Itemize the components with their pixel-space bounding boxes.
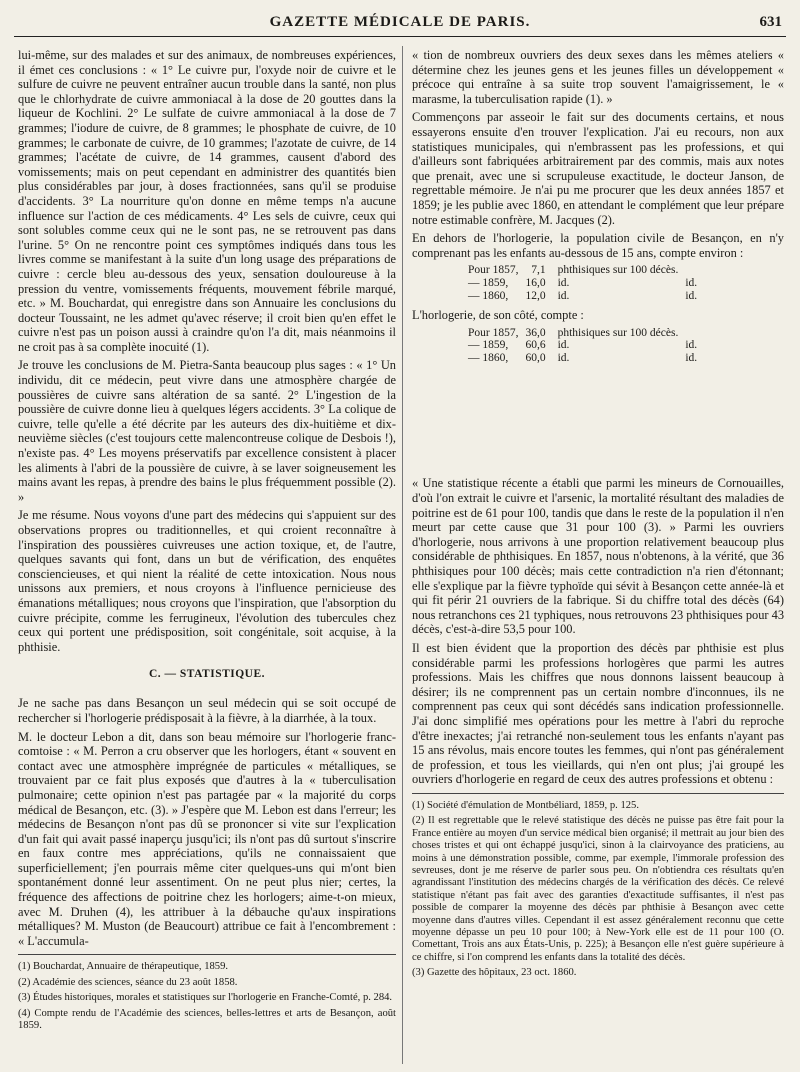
table-row [468, 290, 704, 303]
text-cell: phthisiques sur 100 décès. [557, 264, 679, 277]
body-paragraph: Je ne sache pas dans Besançon un seul médecin qui se soit occupé de rechercher si l'horlogerie prédisposait à la fièvre, à la diarrhée, à la toux. [18, 696, 396, 725]
body-paragraph: lui-même, sur des malades et sur des animaux, de nombreuses expériences, il émet ces conclusions : « 1° Le cuivre pur, l'oxyde noir de cuivre et le sulfure de cuivre ne peuvent entraîner aucun trouble dans la santé, non plus que le chlorhydrate de cuivre ammoniacal à la dose de 20 gouttes dans la liqueur de Kochlini. 2° Le sulfate de cuivre ammoniacal à la dose de 7 grammes; l'iodure de cuivre, de 8 grammes; le phosphate de cuivre, de 10 grammes; le carbonate de cuivre, de 10 grammes; l'azotate de cuivre, de 14 grammes; l'acétate de cuivre, de 14 grammes, causent d'abord des vomissements; mais on peut cependant en administrer des quantités bien plus considérables par jour, à doses fractionnées, sans qu'il se produise d'accidents. 3° La nourriture qu'on donne en même temps n'a aucune influence sur l'action de ces médicaments. 4° Les sels de cuivre, ceux qui sont solubles comme ceux qui ne le sont pas, ne se retrouvent pas dans l'urine. 5° On ne rencontre point ces symptômes indiqués dans tous les livres comme se manifestant à la suite d'un long usage des préparations de cuivre : cercle bleu au-dessous des yeux, sensation douloureuse à la pression du ventre, vomissements fréquents, mouvement fébrile marqué, etc. » M. Bouchardat, qui enregistre dans son Annuaire les conclusions du docteur Toussaint, ne les admet qu'avec réserve; il croit bien qu'en effet le cuivre n'est pas un poison aussi à craindre qu'on l'a dit, mais néanmoins il ne croit pas à sa complète inocuité (1). [18, 48, 396, 354]
stats-label: L'horlogerie, de son côté, compte : [412, 308, 584, 323]
body-paragraph: M. le docteur Lebon a dit, dans son beau mémoire sur l'horlogerie franc-comtoise : « M. Perron a cru observer que les horlogers, étant « souvent en contact avec une atmosphère imprégnée de particules « métalliques, se trouvaient par ce fait plus exposés que d'autres à la « tuberculisation pulmonaire; cette opinion n'est pas partagée par « la majorité du corps médical de Besançon, etc. (3). » J'espère que M. Lebon est dans l'erreur; les médecins de Besançon n'ont pas dû se prononcer si vite sur l'explication d'un fait qui avait passé inaperçu jusqu'ici; ils n'ont pas dû surtout s'inscrire en faux contre mes appréciations, qu'ils ne connaissaient que superficiellement; j'en pourrais même citer quelques-uns qui m'ont bien spontanément donné leur assentiment. On ne peut plus nier; certes, la fréquence des affections de poitrine chez les horlogers; aime-t-on mieux, avec M. Druhen (4), les attribuer à la débauche qu'aux inspirations métalliques? M. Muston (de Beaucourt) attribue ce fait à l'encombrement : « L'accumula- [18, 729, 396, 948]
year-cell: — 1859, [468, 339, 509, 352]
table-row [468, 327, 704, 340]
running-title: GAZETTE MÉDICALE DE PARIS. [269, 14, 531, 30]
left-column [18, 48, 396, 1066]
value-cell: 7,1 [531, 264, 546, 277]
page-number: 631 [759, 14, 782, 30]
text-cell: id. [685, 289, 698, 302]
text-cell [685, 264, 704, 277]
body-paragraph: Commençons par asseoir le fait sur des documents certains, et nous essayerons ensuite d'en trouver l'explication. J'ai eu recours, non aux statistiques municipales, qui n'embrassent pas les professions, et qui d'ailleurs sont fabriquées arbitrairement par des commis, mais aux notes que prenait, avec une si scrupuleuse exactitude, le docteur Janson, de regrettable mémoire. Je n'ai pu me procurer que les deux années 1857 et 1859; je les publie avec 1860, en attendant le complément que leur prépare notre estimable confrère, M. Jacques (2). [412, 110, 784, 227]
blank-space [412, 368, 784, 476]
footnote: (2) Il est regrettable que le relevé statistique des décès ne puisse pas être fait pour la France entière au moyen d'un service médical bien organisé; il mettrait au jour bien des choses tristes et qui ont échappé jusqu'ici, sinon à la clairvoyance des praticiens, au moins à une démonstration possible, comme, par exemple, l'immorale profession des sevreuses, dont je me réserve de parler sous peu. On n'obtiendra ces résultats qu'en agrandissant l'institution des médecins chargés de la vérification des décès. Ce relevé statistique n'étant pas fait avec des garanties d'exactitude suffisantes, il n'est pas possible de comparer la moyenne des décès par phthisie à Besançon avec cette moyenne dans d'autres villes. Cependant il est assez généralement reconnu que cette moyenne dépasse un peu 10 pour 100; à New-York elle est de 11 pour 100 (O. Comettant, Trois ans aux États-Unis, p. 225); à Besançon elle n'est guère supérieure à ce chiffre, si l'on comprend les enfants dans la totalité des décès. [412, 815, 784, 963]
footnote-rule [18, 954, 396, 955]
text-cell: id. [685, 351, 698, 364]
body-paragraph: En dehors de l'horlogerie, la population civile de Besançon, en n'y comprenant pas les enfants au-dessous de 15 ans, compte environ : [412, 231, 784, 260]
table-row [468, 352, 704, 365]
value-cell: 60,6 [525, 339, 546, 352]
footnote: (3) Études historiques, morales et statistiques sur l'horlogerie en Franche-Comté, p. 284. [18, 992, 393, 1004]
footnotes-right [412, 800, 784, 980]
footnote: (4) Compte rendu de l'Académie des sciences, belles-lettres et arts de Besançon, août 1859. [18, 1007, 396, 1032]
text-cell: id. [557, 339, 570, 352]
year-cell: — 1860, [468, 289, 509, 302]
value-cell: 12,0 [525, 289, 546, 302]
text-cell: id. [685, 276, 698, 289]
column-divider [402, 46, 404, 1064]
table-row [468, 339, 704, 352]
year-cell: Pour 1857, [468, 326, 519, 339]
value-cell: 60,0 [525, 351, 546, 364]
table-row [468, 277, 704, 290]
section-heading: C. — STATISTIQUE. [148, 668, 266, 681]
footnotes-left [18, 961, 396, 1032]
year-cell: — 1859, [468, 276, 509, 289]
year-cell: Pour 1857, [468, 264, 519, 277]
stats-table-horlogerie [468, 327, 704, 365]
footnote: (1) Bouchardat, Annuaire de thérapeutique, 1859. [18, 961, 229, 973]
text-cell: phthisiques sur 100 décès. [557, 326, 679, 339]
year-cell: — 1860, [468, 351, 509, 364]
text-cell: id. [685, 339, 698, 352]
text-cell: id. [557, 351, 570, 364]
body-paragraph: Il est bien évident que la proportion des décès par phthisie est plus considérable parmi les professions horlogères que parmi les autres professions. Mais les chiffres que nous donnons laissent beaucoup à désirer; ils ne comprennent pas un certain nombre d'inconnues, ils ne comprennent pas ceux qui sont décédés sans indication professionnelle. J'ai donc simplifié mes opérations pour les mettre à l'abri du reproche d'être inexactes; j'ai retranché non-seulement tous les enfants n'ayant pas 15 ans révolus, mais encore toutes les femmes, qui n'ont pas généralement de profession, et tous les vieillards, qui n'en ont plus; j'ai groupé les ouvriers d'horlogerie en regard de ceux des autres professions et obtenu : [412, 641, 784, 787]
table-row [468, 264, 704, 277]
body-paragraph: Je me résume. Nous voyons d'une part des médecins qui s'appuient sur des observations propres ou traditionnelles, et qui croient reconnaître à l'inspiration des poussières cuivreuses une action toxique, et, de l'autre, quelques savants qui font, dans un but de vérification, des enquêtes consciencieuses, et qui nient la réalité de cette intoxication. Nous nous unissons aux premiers, et nous croyons à l'influence pernicieuse des émanations métalliques; nous croyons que l'inspiration, que l'absorption du cuivre précipite, comme les ferrugineux, l'évolution des tubercules chez ceux qui portent une prédisposition, soit congénitale, soit acquise, à la phthisie. [18, 508, 396, 654]
right-column [412, 48, 784, 1066]
body-paragraph: « tion de nombreux ouvriers des deux sexes dans les mêmes ateliers « détermine chez les jeunes gens et les jeunes filles un développement « précoce qui entraîne à sa suite trop souvent l'amaigrissement, le « marasme, la tuberculisation rapide (1). » [412, 48, 784, 106]
footnote-rule [412, 793, 784, 794]
text-cell [685, 327, 704, 340]
page-header [14, 14, 786, 37]
text-cell: id. [557, 276, 570, 289]
stats-table-population [468, 264, 704, 302]
value-cell: 16,0 [525, 276, 546, 289]
footnote: (2) Académie des sciences, séance du 23 août 1858. [18, 976, 238, 988]
footnote: (1) Société d'émulation de Montbéliard, 1859, p. 125. [412, 799, 639, 811]
value-cell: 36,0 [525, 326, 546, 339]
body-paragraph: Je trouve les conclusions de M. Pietra-Santa beaucoup plus sages : « 1° Un individu, dit ce médecin, peut vivre dans une atmosphère chargée de poussières de cuivre sans altération de sa santé. 2° L'ingestion de la poussière de cuivre donne lieu à quelques légers accidents. 3° La colique de cuivre, telle qu'elle a été décrite par les auteurs des dix-huitième et dix-neuvième siècles (c'est toujours cette malencontreuse colique de Desbois !), n'existe pas. 4° Les moyens préservatifs par excellence consistent à placer les aliments à l'abri de la poussière de cuivre, à se laver soigneusement les mains avant les repas, à prendre des bains le plus fréquemment possible (2). » [18, 358, 396, 504]
footnote: (3) Gazette des hôpitaux, 23 oct. 1860. [412, 967, 577, 979]
body-paragraph: « Une statistique récente a établi que parmi les mineurs de Cornouailles, d'où l'on extrait le cuivre et l'arsenic, la mortalité résultant des maladies de poitrine est de 61 pour 100, tandis que dans le reste de la population il n'en meurt par cette cause que 31 pour 100 (3). » Parmi les ouvriers d'horlogerie, nous arrivons à une proportion relativement beaucoup plus considérable de phthisiques. En 1857, nous n'obtenons, à la vérité, que 36 phthisiques pour 100 décès; mais cette contradiction n'a rien d'étonnant; elle s'explique par la fièvre typhoïde qui sévit à Besançon cette année-là et qui fit périr 21 ouvriers de la fabrique. Si du chiffre total des décès (64) nous retranchons ces 21 typhiques, nous retrouvons 23 phthisiques pour 43 décès, c'est-à-dire 53,5 pour 100. [412, 476, 784, 637]
text-cell: id. [557, 289, 570, 302]
